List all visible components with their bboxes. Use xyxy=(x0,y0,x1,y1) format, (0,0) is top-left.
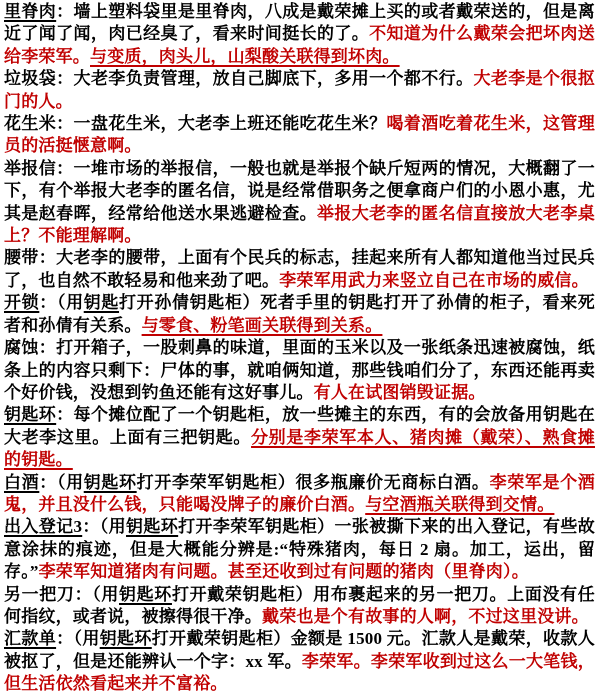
clue-paragraph xyxy=(4,404,595,471)
body-text: ：一堆市场的举报信，一般也就是举报个缺斤短两的情况，大概翻了一下，有个举报大老李的匿名信，说是经常借职务之便拿商户们的小恩小惠，尤其是赵春晖，经常给他送水果逃避检查。 xyxy=(4,158,595,223)
clue-label: 垃圾袋 xyxy=(4,69,57,89)
body-text: 打开戴荣钥匙柜）金额是 1500 元。汇款人是戴荣，收款人被抠了，但是还能辨认一个字：xx 军。 xyxy=(4,629,595,671)
clue-label: 腰带 xyxy=(4,248,39,268)
body-text: 打开孙倩钥匙柜）死者手里的钥匙打开了孙倩的柜子，看来死者和孙倩有关系。 xyxy=(4,293,595,335)
clue-label: 花生米 xyxy=(4,114,57,134)
body-text: ：（用 xyxy=(74,584,120,604)
clue-paragraph xyxy=(4,516,595,583)
body-text: 钥匙环 xyxy=(99,629,152,649)
body-text: ：一盘花生米，大老李上班还能吃花生米？ xyxy=(56,114,387,134)
body-text: 钥匙环 xyxy=(126,517,179,537)
body-text: ：（用 xyxy=(39,472,84,492)
body-text: ：墙上塑料袋里是里脊肉，八成是戴荣摊上买的或者戴荣送的，但是离近了闻了闻，肉已经臭了，看来时间挺长的了。 xyxy=(4,2,595,44)
annotation-red-text: 大老李是个很抠门的人。 xyxy=(4,69,595,111)
body-text: 钥匙环 xyxy=(83,472,137,492)
body-text: ：大老李负责管理，放自己脚底下，多用一个都不行。 xyxy=(56,69,474,89)
annotation-red-text: 戴荣也是个有故事的人啊，不过这里没讲。 xyxy=(262,606,589,626)
clue-label: 出入登记3 xyxy=(4,517,83,537)
clue-label: 举报信 xyxy=(4,158,57,178)
annotation-red-text: 分别是李荣军本人、猪肉摊（戴荣）、熟食摊的钥匙。 xyxy=(4,427,595,470)
body-text: 钥匙环 xyxy=(119,584,172,604)
body-text: ：（用 xyxy=(39,293,84,313)
body-text: ：（用 xyxy=(56,629,100,649)
clue-label: 另一把刀 xyxy=(4,584,75,604)
clue-paragraph xyxy=(4,584,595,629)
body-text: 打开戴荣钥匙柜）用布裹起来的另一把刀。上面没有任何指纹，或者说，被擦得很干净。 xyxy=(4,584,595,626)
clue-paragraph xyxy=(4,158,595,248)
annotation-red-text: 有人在试图销毁证据。 xyxy=(313,382,486,402)
clue-paragraph xyxy=(4,68,595,113)
clue-paragraph xyxy=(4,628,595,695)
body-text: 钥匙 xyxy=(83,293,120,313)
body-text: ：大老李的腰带，上面有个民兵的标志，挂起来所有人都知道他当过民兵了，也自然不敢轻易和他来劲了吧。 xyxy=(4,248,595,290)
body-text: ：打开箱子，一股刺鼻的味道，里面的玉米以及一张纸条迅速被腐蚀，纸条上的内容只剩下：尸体的事，就咱俩知道，那些钱咱们分了，东西还能再卖个好价钱，没想到钓鱼还能有这好事儿。 xyxy=(4,338,595,402)
clue-label: 里脊肉 xyxy=(4,2,57,21)
clue-paragraph xyxy=(4,113,595,158)
annotation-red-text: 举报大老李的匿名信直接放大老李桌上？不能理解啊。 xyxy=(4,203,595,246)
annotation-red-text: 李荣军知道猪肉有问题。甚至还收到过有问题的猪肉（里脊肉）。 xyxy=(38,562,529,582)
clue-label: 开锁 xyxy=(4,293,40,313)
body-text: 打开李荣军钥匙柜）一张被撕下来的出入登记，有些故意涂抹的痕迹，但是大概能分辨是:“特殊猪肉，每日 2 扇。加工，运出，留存。” xyxy=(4,517,595,582)
clue-paragraph xyxy=(4,472,595,517)
body-text: 打开李荣军钥匙柜）很多瓶廉价无商标白酒。 xyxy=(136,472,490,492)
clue-label: 白酒 xyxy=(4,472,40,492)
annotation-red-text: 不知道为什么戴荣会把坏肉送给李荣军。 xyxy=(4,24,595,66)
body-text: ：每个摊位配了一个钥匙柜，放一些摊主的东西，有的会放备用钥匙在大老李这里。上面有三把钥匙。 xyxy=(4,405,595,447)
annotation-red-text: 与零食、粉笔画关联得到关系。 xyxy=(141,315,383,335)
annotation-red-text: 李荣军是个酒鬼，并且没什么钱，只能喝没牌子的廉价白酒。 xyxy=(4,472,596,514)
clue-label: 腐蚀 xyxy=(4,338,39,358)
clue-paragraph xyxy=(4,247,595,292)
annotation-red-text: 与变质，肉头儿，山梨酸关联得到坏肉。 xyxy=(90,46,400,66)
clue-paragraph xyxy=(4,337,595,404)
clue-label: 汇款单 xyxy=(4,629,57,649)
clue-paragraph xyxy=(4,1,595,68)
clue-label: 钥匙环 xyxy=(4,405,57,425)
annotation-red-text: 与空酒瓶关联得到交情。 xyxy=(365,494,555,514)
body-text: ：（用 xyxy=(82,517,127,537)
annotation-red-text: 喝着酒吃着花生米，这管理员的活挺惬意啊。 xyxy=(4,114,595,156)
annotation-red-text: 李荣军。李荣军收到过这么一大笔钱，但生活依然看起来并不富裕。 xyxy=(4,651,595,694)
clue-paragraph xyxy=(4,292,595,337)
annotation-red-text: 李荣军用武力来竖立自己在市场的威信。 xyxy=(279,270,589,290)
